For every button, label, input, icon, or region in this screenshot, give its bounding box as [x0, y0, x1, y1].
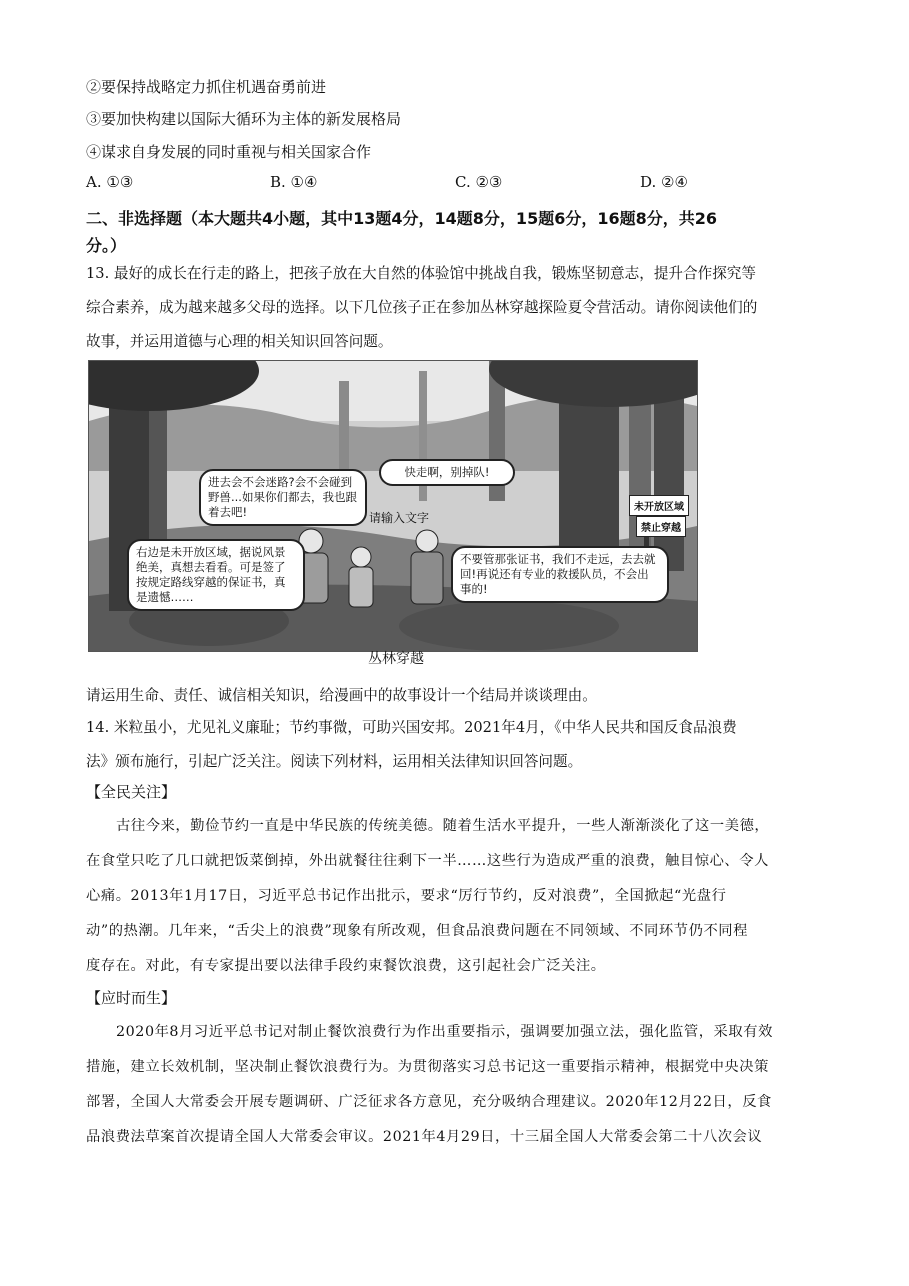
speech-bubble-ignore-pledge: 不要管那张证书，我们不走远，去去就回!再说还有专业的救援队员，不会出事的!: [451, 546, 669, 603]
speech-bubble-lost: 进去会不会迷路?会不会碰到野兽...如果你们都去，我也跟着去吧!: [199, 469, 367, 526]
choice-item-4: ④谋求自身发展的同时重视与相关国家合作: [86, 143, 372, 161]
section-heading-line-1: 二、非选择题（本大题共4小题，其中13题4分，14题8分，15题6分，16题8分，共26: [86, 209, 717, 228]
option-a: A. ①③: [86, 173, 134, 191]
q13-line-1: 13. 最好的成长在行走的路上，把孩子放在大自然的体验馆中挑战自我，锻炼坚韧意志，提升合作探究等: [86, 265, 756, 282]
para-2-line-3: 部署，全国人大常委会开展专题调研、广泛征求各方意见，充分吸纳合理建议。2020年12月22日，反食: [86, 1094, 772, 1110]
para-2-line-1: 2020年8月习近平总书记对制止餐饮浪费行为作出重要指示，强调要加强立法，强化监管，采取有效: [116, 1024, 773, 1040]
para-2-line-4: 品浪费法草案首次提请全国人大常委会审议。2021年4月29日，十三届全国人大常委会第二十八次会议: [86, 1129, 763, 1145]
para-1-line-2: 在食堂只吃了几口就把饭菜倒掉，外出就餐往往剩下一半……这些行为造成严重的浪费，触目惊心、令人: [86, 853, 769, 869]
q13-line-2: 综合素养，成为越来越多父母的选择。以下几位孩子正在参加丛林穿越探险夏令营活动。请你阅读他们的: [86, 299, 758, 316]
q14-line-2: 法》颁布施行，引起广泛关注。阅读下列材料，运用相关法律知识回答问题。: [86, 753, 583, 770]
para-1-line-1: 古往今来，勤俭节约一直是中华民族的传统美德。随着生活水平提升，一些人渐渐淡化了这一美德，: [116, 818, 770, 834]
para-1-line-4: 动”的热潮。几年来，“舌尖上的浪费”现象有所改观，但食品浪费问题在不同领域、不同环节仍不同程: [86, 923, 748, 939]
section-heading-line-2: 分。）: [86, 236, 127, 255]
option-c: C. ②③: [455, 173, 503, 191]
para-2-line-2: 措施，建立长效机制，坚决制止餐饮浪费行为。为贯彻落实习总书记这一重要指示精神，根据党中央决策: [86, 1059, 769, 1075]
q13-line-3: 故事，并运用道德与心理的相关知识回答问题。: [86, 333, 393, 350]
para-1-line-5: 度存在。对此，有专家提出要以法律手段约束餐饮浪费，这引起社会广泛关注。: [86, 958, 606, 974]
option-d: D. ②④: [640, 173, 688, 191]
sign-no-crossing: 禁止穿越: [636, 516, 686, 537]
speech-bubble-hurry: 快走啊，别掉队!: [379, 459, 515, 486]
choice-item-2: ②要保持战略定力抓住机遇奋勇前进: [86, 78, 327, 96]
material-tag-timely: 【应时而生】: [86, 989, 177, 1007]
q13-question: 请运用生命、责任、诚信相关知识，给漫画中的故事设计一个结局并谈谈理由。: [86, 687, 597, 704]
comic-illustration: [88, 360, 698, 652]
speech-bubble-restricted-area: 右边是未开放区域，据说风景绝美，真想去看看。可是签了按规定路线穿越的保证书，真是遗憾……: [127, 539, 305, 611]
q14-line-1: 14. 米粒虽小，尤见礼义廉耻；节约事微，可助兴国安邦。2021年4月，《中华人民共和国反食品浪费: [86, 719, 737, 736]
material-tag-public-attention: 【全民关注】: [86, 783, 177, 801]
comic-caption: 丛林穿越: [368, 651, 424, 667]
placeholder-text: 请输入文字: [369, 511, 430, 525]
option-b: B. ①④: [270, 173, 318, 191]
para-1-line-3: 心痛。2013年1月17日，习近平总书记作出批示，要求“厉行节约，反对浪费”，全国掀起“光盘行: [86, 888, 727, 904]
sign-closed-area: 未开放区域: [629, 495, 689, 516]
choice-item-3: ③要加快构建以国际大循环为主体的新发展格局: [86, 110, 402, 128]
